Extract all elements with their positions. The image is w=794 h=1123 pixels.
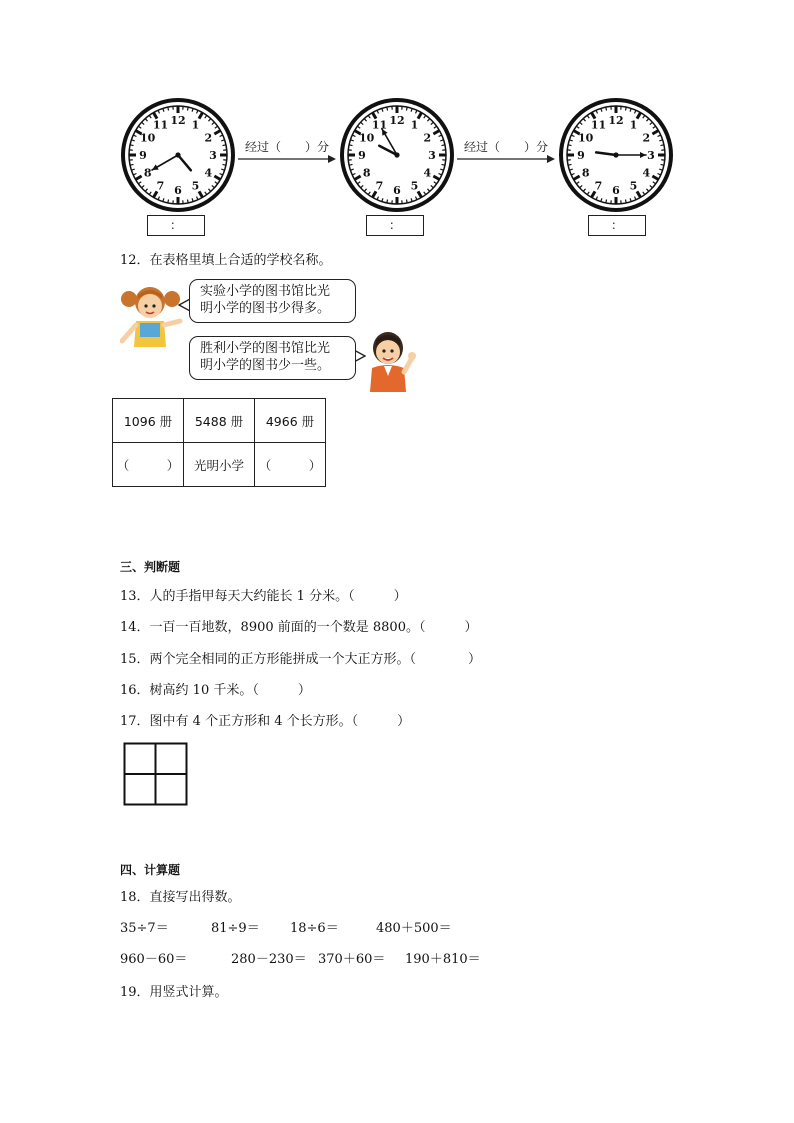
answer-cell[interactable]: （ ） bbox=[255, 443, 326, 487]
question-16: 16．树高约 10 千米。（ ） bbox=[120, 683, 311, 698]
clock-number: 7 bbox=[375, 179, 384, 193]
table-row bbox=[113, 399, 326, 443]
clock-number: 11 bbox=[590, 118, 607, 132]
question-15: 15．两个完全相同的正方形能拼成一个大正方形。（ ） bbox=[120, 652, 482, 667]
girl-speech-line-2: 明小学的图书少得多。 bbox=[200, 301, 331, 316]
question-13: 13．人的手指甲每天大约能长 1 分米。（ ） bbox=[120, 589, 407, 604]
table-row bbox=[113, 443, 326, 487]
clock-number: 4 bbox=[204, 166, 213, 180]
clock-number: 12 bbox=[608, 114, 624, 127]
clock-number: 8 bbox=[362, 166, 371, 180]
clock-number: 1 bbox=[629, 118, 638, 132]
clock-face-icon bbox=[339, 97, 455, 213]
clock-number: 6 bbox=[393, 184, 401, 197]
clock-center bbox=[394, 152, 399, 157]
clock-number: 4 bbox=[423, 166, 432, 180]
boy-avatar-icon bbox=[366, 328, 418, 392]
calc-item: 18÷6＝ bbox=[290, 921, 339, 936]
clock-number: 10 bbox=[578, 131, 594, 145]
clock-number: 4 bbox=[642, 166, 651, 180]
clock-number: 1 bbox=[410, 118, 419, 132]
clock-tick bbox=[223, 164, 226, 165]
clock-tick bbox=[568, 145, 571, 146]
clock-number: 12 bbox=[389, 114, 405, 127]
table-cell: 4966 册 bbox=[255, 399, 326, 443]
clock-tick bbox=[625, 200, 626, 203]
clock-tick bbox=[442, 164, 445, 165]
table-cell: 5488 册 bbox=[184, 399, 255, 443]
clock-tick bbox=[442, 145, 445, 146]
clock-number: 7 bbox=[156, 179, 165, 193]
question-14: 14．一百一百地数，8900 前面的一个数是 8800。（ ） bbox=[120, 620, 478, 635]
question-19: 19．用竖式计算。 bbox=[120, 985, 228, 1000]
clock-tick bbox=[606, 107, 607, 110]
clock-face-icon bbox=[120, 97, 236, 213]
clock-number: 6 bbox=[612, 184, 620, 197]
clock-tick bbox=[661, 164, 664, 165]
clock-tick bbox=[661, 145, 664, 146]
clock-tick bbox=[387, 107, 388, 110]
clock-tick bbox=[625, 107, 626, 110]
clock-tick bbox=[349, 145, 352, 146]
clock-tick bbox=[568, 164, 571, 165]
clock-tick bbox=[349, 164, 352, 165]
girl-speech-bubble bbox=[189, 279, 356, 323]
calc-item: 81÷9＝ bbox=[211, 921, 260, 936]
clock-number: 3 bbox=[209, 149, 217, 162]
clock-number: 5 bbox=[191, 179, 200, 193]
calc-item: 280－230＝ bbox=[231, 952, 307, 967]
clock-tick bbox=[168, 107, 169, 110]
clock-center bbox=[175, 152, 180, 157]
clock-number: 3 bbox=[428, 149, 436, 162]
boy-speech-line-2: 明小学的图书少一些。 bbox=[200, 358, 331, 373]
clock-number: 9 bbox=[577, 149, 585, 162]
clock-tick bbox=[187, 107, 188, 110]
boy-speech-line-1: 胜利小学的图书馆比光 bbox=[200, 341, 331, 356]
clock-number: 7 bbox=[594, 179, 603, 193]
elapsed-minutes-label: 经过（ ）分 bbox=[244, 140, 329, 154]
clock-tick bbox=[406, 200, 407, 203]
clock-number: 8 bbox=[581, 166, 590, 180]
right-arrow-icon bbox=[238, 154, 336, 164]
clock-number: 2 bbox=[204, 131, 213, 145]
calc-item: 35÷7＝ bbox=[120, 921, 169, 936]
calc-item: 480＋500＝ bbox=[376, 921, 452, 936]
clock-center bbox=[613, 152, 618, 157]
clock-number: 12 bbox=[170, 114, 186, 127]
clock-number: 6 bbox=[174, 184, 182, 197]
clock-number: 2 bbox=[642, 131, 651, 145]
section-4-heading: 四、计算题 bbox=[120, 863, 181, 877]
question-17: 17．图中有 4 个正方形和 4 个长方形。（ ） bbox=[120, 714, 411, 729]
answer-cell[interactable]: （ ） bbox=[113, 443, 184, 487]
clock-number: 8 bbox=[143, 166, 152, 180]
question-18: 18．直接写出得数。 bbox=[120, 890, 241, 905]
girl-speech-line-1: 实验小学的图书馆比光 bbox=[200, 284, 331, 299]
right-arrow-icon bbox=[457, 154, 555, 164]
clock-tick bbox=[168, 200, 169, 203]
clock-number: 11 bbox=[371, 118, 388, 132]
clock-tick bbox=[187, 200, 188, 203]
table-cell: 光明小学 bbox=[184, 443, 255, 487]
clock-number: 9 bbox=[139, 149, 147, 162]
elapsed-minutes-label: 经过（ ）分 bbox=[463, 140, 548, 154]
grid-figure bbox=[123, 742, 189, 806]
clock-face-icon bbox=[558, 97, 674, 213]
table-cell: 1096 册 bbox=[113, 399, 184, 443]
clock-number: 5 bbox=[410, 179, 419, 193]
clock-number: 5 bbox=[629, 179, 638, 193]
clock-number: 3 bbox=[647, 149, 655, 162]
girl-avatar-icon bbox=[120, 283, 186, 349]
clock-tick bbox=[387, 200, 388, 203]
boy-speech-bubble bbox=[189, 336, 356, 380]
clock-number: 2 bbox=[423, 131, 432, 145]
calc-item: 960－60＝ bbox=[120, 952, 188, 967]
elapsed-arrow-1 bbox=[238, 138, 336, 168]
clock-number: 10 bbox=[359, 131, 375, 145]
calc-item: 190＋810＝ bbox=[405, 952, 481, 967]
clock-tick bbox=[406, 107, 407, 110]
elapsed-arrow-2 bbox=[457, 138, 555, 168]
question-12-title: 12．在表格里填上合适的学校名称。 bbox=[120, 253, 332, 268]
calc-item: 370＋60＝ bbox=[318, 952, 386, 967]
section-3-heading: 三、判断题 bbox=[120, 560, 181, 574]
clock-number: 9 bbox=[358, 149, 366, 162]
clock-tick bbox=[130, 164, 133, 165]
time-answer-box-3[interactable]: ： bbox=[588, 215, 646, 236]
time-answer-box-1[interactable]: ： bbox=[147, 215, 205, 236]
clock-tick bbox=[130, 145, 133, 146]
clock-tick bbox=[223, 145, 226, 146]
clock-number: 1 bbox=[191, 118, 200, 132]
time-answer-box-2[interactable]: ： bbox=[366, 215, 424, 236]
school-books-table bbox=[112, 398, 326, 487]
clock-number: 10 bbox=[140, 131, 156, 145]
clock-number: 11 bbox=[152, 118, 169, 132]
clock-tick bbox=[606, 200, 607, 203]
